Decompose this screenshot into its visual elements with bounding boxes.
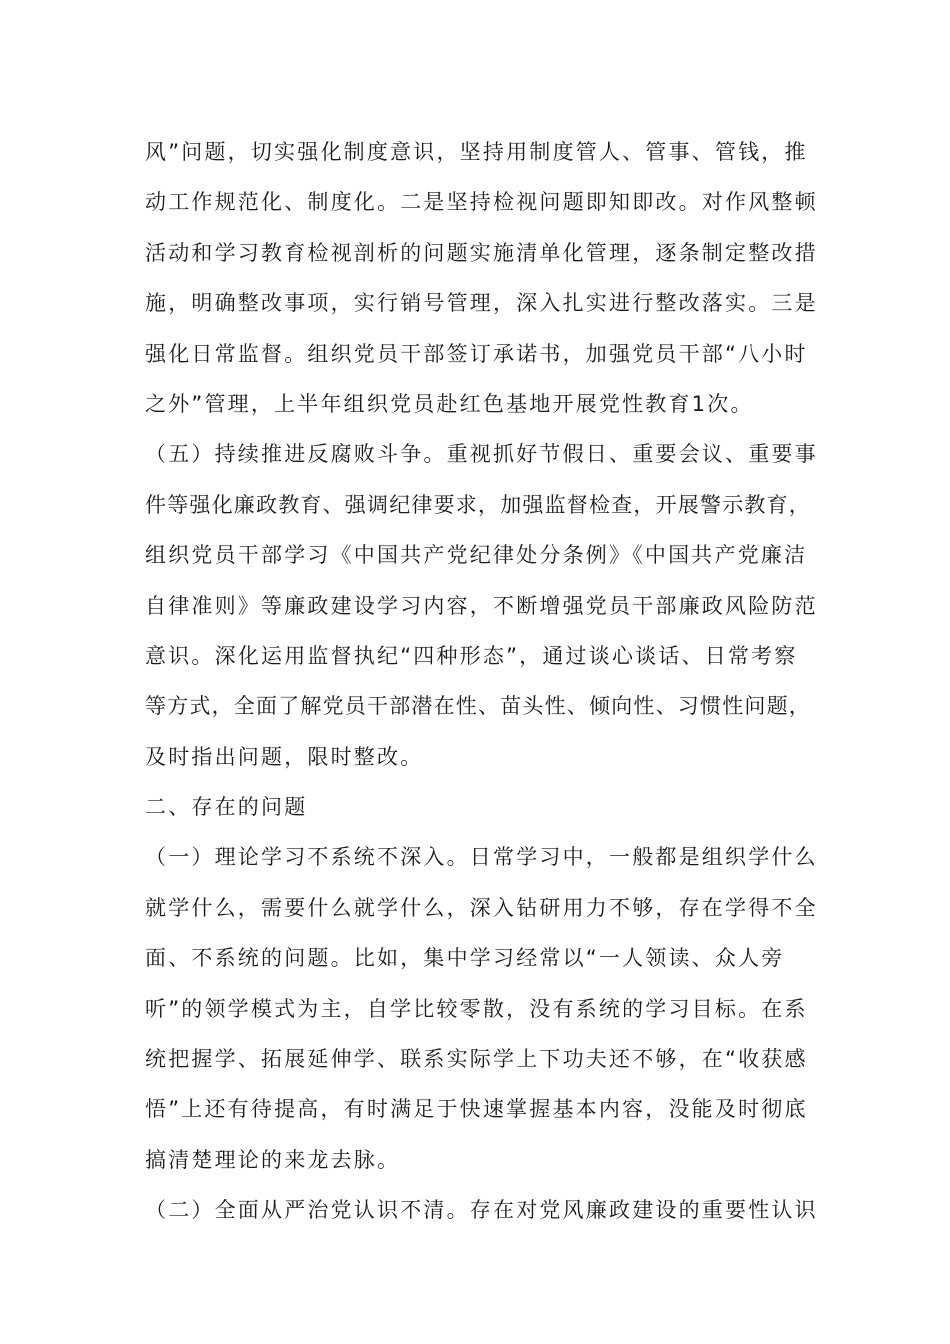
- section-heading: 二、存在的问题: [145, 795, 308, 820]
- text-line: 等方式，全面了解党员干部潜在性、苗头性、倾向性、习惯性问题，: [145, 694, 811, 719]
- text-line: 就学什么，需要什么就学什么，深入钻研用力不够，存在学得不全: [145, 895, 818, 920]
- text-line: （二）全面从严治党认识不清。存在对党风廉政建设的重要性认识: [145, 1198, 818, 1223]
- text-line: 风”问题，切实强化制度意识，坚持用制度管人、管事、管钱，推: [145, 140, 808, 164]
- text-line: 动工作规范化、制度化。二是坚持检视问题即知即改。对作风整顿: [145, 190, 818, 215]
- text-line: 面、不系统的问题。比如，集中学习经常以“一人领读、众人旁: [145, 946, 785, 971]
- text-line: 统把握学、拓展延伸学、联系实际学上下功夫还不够，在“收获感: [145, 1047, 808, 1072]
- text-line: 自律准则》等廉政建设学习内容，不断增强党员干部廉政风险防范: [145, 593, 818, 618]
- text-line: 活动和学习教育检视剖析的问题实施清单化管理，逐条制定整改措: [145, 240, 818, 265]
- text-line: 强化日常监督。组织党员干部签订承诺书，加强党员干部“八小时: [145, 341, 808, 366]
- document-body: [145, 127, 825, 1236]
- text-line: （一）理论学习不系统不深入。日常学习中，一般都是组织学什么: [145, 845, 818, 870]
- text-line: 搞清楚理论的来龙去脉。: [145, 1147, 401, 1172]
- text-line: 及时指出问题，限时整改。: [145, 744, 424, 769]
- text-line: 施，明确整改事项，实行销号管理，深入扎实进行整改落实。三是: [145, 291, 818, 316]
- text-line: 组织党员干部学习《中国共产党纪律处分条例》《中国共产党廉洁: [145, 543, 808, 568]
- text-line: 件等强化廉政教育、强调纪律要求，加强监督检查，开展警示教育，: [145, 492, 811, 517]
- text-line: （五）持续推进反腐败斗争。重视抓好节假日、重要会议、重要事: [145, 442, 818, 467]
- text-line: 悟”上还有待提高，有时满足于快速掌握基本内容，没能及时彻底: [145, 1097, 808, 1122]
- text-line: 意识。深化运用监督执纪“四种形态”，通过谈心谈话、日常考察: [145, 643, 798, 668]
- text-line: 听”的领学模式为主，自学比较零散，没有系统的学习目标。在系: [145, 996, 808, 1021]
- text-line: 之外”管理，上半年组织党员赴红色基地开展党性教育1次。: [145, 391, 754, 416]
